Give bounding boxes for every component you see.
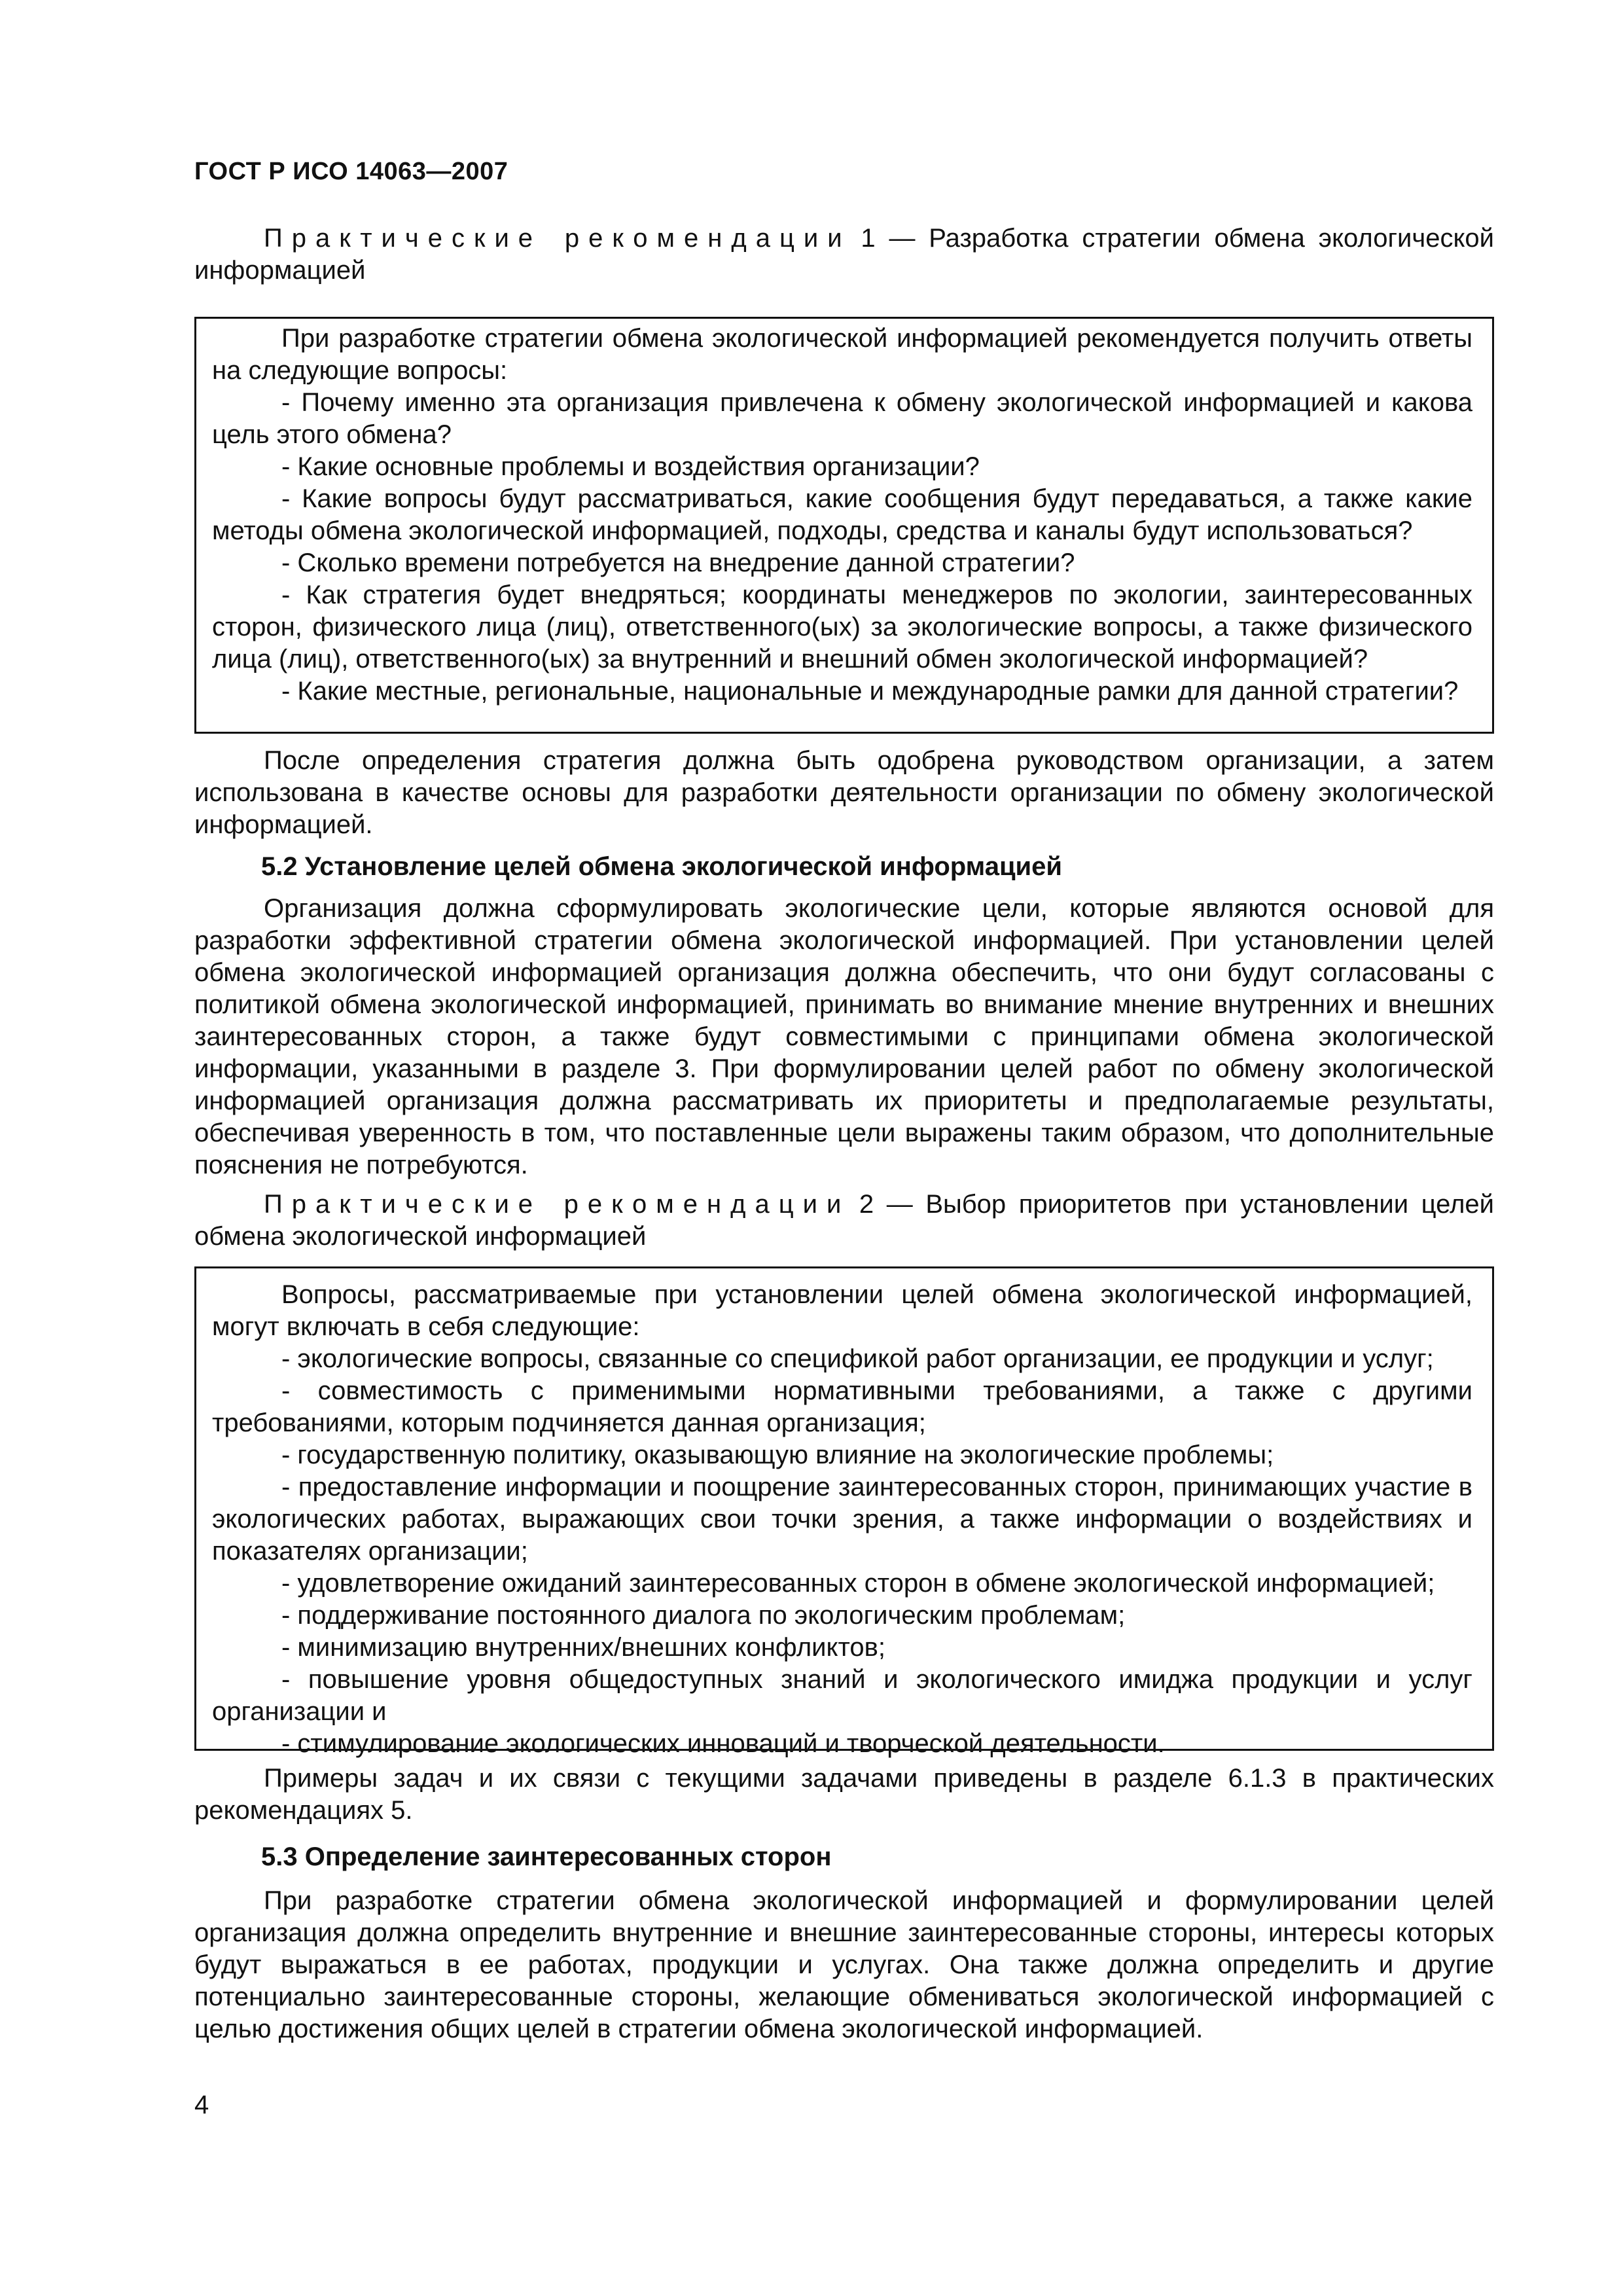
- list-item: - удовлетворение ожиданий заинтересованных сторон в обмене экологической информацией;: [281, 1569, 1435, 1598]
- section-5-2-body: Организация должна сформулировать экологические цели, которые являются основой для разработки эффективной стратегии обмена экологической информацией. При установлении целей обмена экологической информацией организация должна обеспечить, что они будут согласованы с политикой обмена экологической информацией, принимать во внимание мнение внутренних и внешних заинтересованных сторон, а также будут совместимыми с принципами обмена экологической информации, указанными в разделе 3. При формулировании целей работ по обмену экологической информацией организация должна рассматривать их приоритеты и предполагаемые результаты, обеспечивая уверенность в том, что поставленные цели выражены таким образом, что дополнительные пояснения не потребуются.: [194, 894, 1494, 1179]
- list-item: - минимизацию внутренних/внешних конфликтов;: [281, 1633, 885, 1662]
- paragraph-strategy-approval: После определения стратегия должна быть одобрена руководством организации, а затем использована в качестве основы для разработки деятельности организации по обмену экологической информацией.: [194, 746, 1494, 839]
- list-item: - экологические вопросы, связанные со спецификой работ организации, ее продукции и услуг;: [281, 1344, 1434, 1373]
- document-header: ГОСТ Р ИСО 14063—2007: [194, 158, 508, 185]
- list-item: - повышение уровня общедоступных знаний и экологического имиджа продукции и услуг организации и: [212, 1665, 1472, 1726]
- box-intro: При разработке стратегии обмена экологической информацией рекомендуется получить ответы на следующие вопросы:: [212, 324, 1472, 385]
- list-item: - Почему именно эта организация привлечена к обмену экологической информацией и какова цель этого обмена?: [212, 388, 1472, 449]
- list-item: - Сколько времени потребуется на внедрение данной стратегии?: [281, 548, 1075, 577]
- section-5-3-body: При разработке стратегии обмена экологической информацией и формулировании целей организация должна определить внутренние и внешние заинтересованные стороны, интересы которых будут выражаться в ее работах, продукции и услугах. Она также должна определить и другие потенциально заинтересованные стороны, желающие обмениваться экологической информацией с целью достижения общих целей в стратегии обмена экологической информацией.: [194, 1886, 1494, 2043]
- box-intro: Вопросы, рассматриваемые при установлении целей обмена экологической информацией, могут включать в себя следующие:: [212, 1280, 1472, 1341]
- list-item: - Какие вопросы будут рассматриваться, какие сообщения будут передаваться, а также какие методы обмена экологической информацией, подходы, средства и каналы будут использоваться?: [212, 484, 1472, 545]
- list-item: - государственную политику, оказывающую влияние на экологические проблемы;: [281, 1441, 1274, 1469]
- list-item: - Как стратегия будет внедряться; координаты менеджеров по экологии, заинтересованных сторон, физического лица (лиц), ответственного(ых) за экологические вопросы, а также физического лица (лиц), ответственного(ых) за внутренний и внешний обмен экологической информацией?: [212, 581, 1472, 673]
- list-item: - поддерживание постоянного диалога по экологическим проблемам;: [281, 1601, 1126, 1630]
- recommendation-label: Практические рекомендации: [264, 1190, 851, 1219]
- list-item: - стимулирование экологических инноваций и творческой деятельности.: [281, 1729, 1165, 1758]
- recommendation-label: Практические рекомендации: [264, 224, 851, 253]
- recommendation-1-box: [194, 317, 1494, 734]
- recommendation-title: 1 — Разработка стратегии обмена экологической информацией: [194, 224, 1495, 285]
- list-item: - предоставление информации и поощрение заинтересованных сторон, принимающих участие в экологических работах, выражающих свои точки зрения, а также информации о воздействиях и показателях организации;: [212, 1473, 1472, 1566]
- practical-recommendation-2-title: [194, 1189, 1494, 1253]
- recommendation-2-box: [194, 1266, 1494, 1758]
- practical-recommendation-1-title: [194, 223, 1494, 287]
- list-item: - Какие основные проблемы и воздействия организации?: [281, 452, 980, 481]
- section-5-2-heading: 5.2 Установление целей обмена экологической информацией: [261, 852, 1062, 881]
- paragraph-task-examples: Примеры задач и их связи с текущими задачами приведены в разделе 6.1.3 в практических рекомендациях 5.: [194, 1764, 1494, 1825]
- list-item: - совместимость с применимыми нормативными требованиями, а также с другими требованиями, которым подчиняется данная организация;: [212, 1376, 1472, 1437]
- list-item: - Какие местные, региональные, национальные и международные рамки для данной стратегии?: [281, 677, 1459, 706]
- recommendation-title: 2 — Выбор приоритетов при установлении целей обмена экологической информацией: [194, 1190, 1494, 1251]
- section-5-3-heading: 5.3 Определение заинтересованных сторон: [261, 1842, 832, 1871]
- page-number: 4: [194, 2090, 209, 2119]
